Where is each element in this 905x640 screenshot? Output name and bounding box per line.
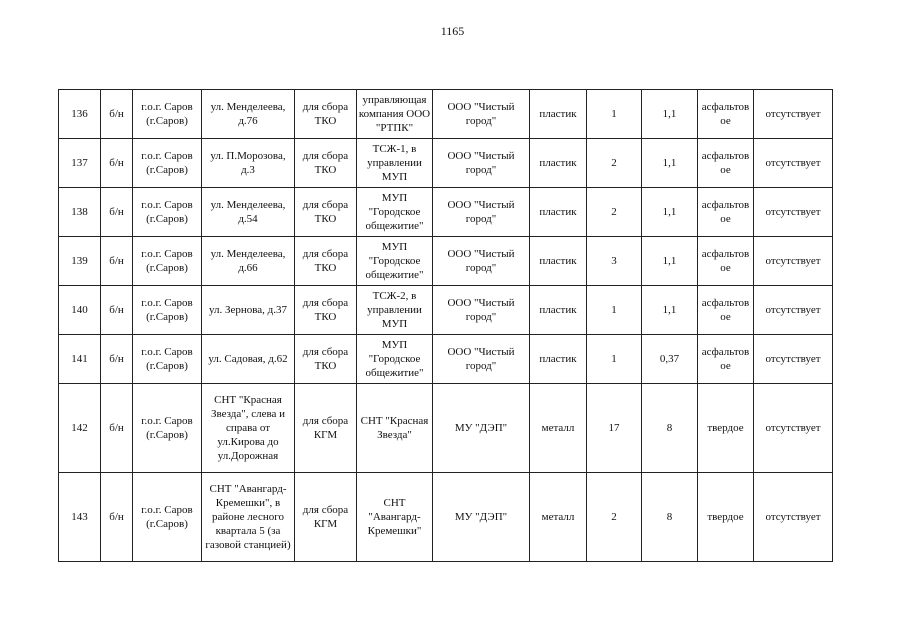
table-row	[59, 286, 833, 335]
cell-count: 2	[587, 139, 642, 188]
cell-material: пластик	[530, 237, 587, 286]
cell-operator: ООО "Чистый город"	[433, 90, 530, 139]
cell-surface: твердое	[698, 384, 754, 473]
cell-address: ул. Зернова, д.37	[202, 286, 295, 335]
cell-num: 141	[59, 335, 101, 384]
cell-locality: г.о.г. Саров (г.Саров)	[133, 188, 202, 237]
cell-operator: ООО "Чистый город"	[433, 188, 530, 237]
cell-operator: ООО "Чистый город"	[433, 335, 530, 384]
cell-address: СНТ "Красная Звезда", слева и справа от ул.Кирова до ул.Дорожная	[202, 384, 295, 473]
cell-count: 1	[587, 90, 642, 139]
cell-owner: управляющая компания ООО "РТПК"	[357, 90, 433, 139]
cell-address: ул. П.Морозова, д.3	[202, 139, 295, 188]
cell-purpose: для сбора ТКО	[295, 335, 357, 384]
cell-volume: 1,1	[642, 237, 698, 286]
cell-purpose: для сбора ТКО	[295, 90, 357, 139]
table-row	[59, 139, 833, 188]
cell-volume: 8	[642, 384, 698, 473]
cell-reg: б/н	[101, 188, 133, 237]
cell-owner: ТСЖ-1, в управлении МУП	[357, 139, 433, 188]
registry-table	[58, 89, 833, 562]
cell-owner: МУП "Городское общежитие"	[357, 188, 433, 237]
cell-material: металл	[530, 384, 587, 473]
cell-volume: 8	[642, 473, 698, 562]
cell-num: 139	[59, 237, 101, 286]
cell-material: пластик	[530, 286, 587, 335]
cell-count: 1	[587, 335, 642, 384]
cell-num: 137	[59, 139, 101, 188]
cell-owner: ТСЖ-2, в управлении МУП	[357, 286, 433, 335]
table-row	[59, 90, 833, 139]
cell-purpose: для сбора ТКО	[295, 237, 357, 286]
cell-surface: асфальтов ое	[698, 90, 754, 139]
table-row	[59, 335, 833, 384]
cell-volume: 1,1	[642, 139, 698, 188]
cell-reg: б/н	[101, 384, 133, 473]
cell-material: пластик	[530, 335, 587, 384]
cell-fence: отсутствует	[754, 473, 833, 562]
page-number: 1165	[440, 24, 465, 38]
cell-reg: б/н	[101, 473, 133, 562]
table-row	[59, 188, 833, 237]
cell-address: ул. Садовая, д.62	[202, 335, 295, 384]
table-row	[59, 237, 833, 286]
cell-reg: б/н	[101, 237, 133, 286]
cell-count: 3	[587, 237, 642, 286]
cell-locality: г.о.г. Саров (г.Саров)	[133, 139, 202, 188]
cell-purpose: для сбора КГМ	[295, 473, 357, 562]
table-row	[59, 473, 833, 562]
cell-reg: б/н	[101, 286, 133, 335]
cell-surface: твердое	[698, 473, 754, 562]
cell-owner: МУП "Городское общежитие"	[357, 237, 433, 286]
cell-volume: 1,1	[642, 286, 698, 335]
cell-num: 142	[59, 384, 101, 473]
cell-fence: отсутствует	[754, 188, 833, 237]
cell-count: 1	[587, 286, 642, 335]
cell-fence: отсутствует	[754, 139, 833, 188]
cell-locality: г.о.г. Саров (г.Саров)	[133, 237, 202, 286]
cell-operator: МУ "ДЭП"	[433, 384, 530, 473]
cell-locality: г.о.г. Саров (г.Саров)	[133, 384, 202, 473]
cell-surface: асфальтов ое	[698, 139, 754, 188]
cell-reg: б/н	[101, 139, 133, 188]
cell-volume: 1,1	[642, 90, 698, 139]
cell-volume: 0,37	[642, 335, 698, 384]
cell-purpose: для сбора ТКО	[295, 188, 357, 237]
cell-volume: 1,1	[642, 188, 698, 237]
cell-fence: отсутствует	[754, 286, 833, 335]
cell-operator: ООО "Чистый город"	[433, 139, 530, 188]
cell-num: 140	[59, 286, 101, 335]
cell-address: ул. Менделеева, д.54	[202, 188, 295, 237]
cell-locality: г.о.г. Саров (г.Саров)	[133, 90, 202, 139]
cell-purpose: для сбора КГМ	[295, 384, 357, 473]
cell-fence: отсутствует	[754, 335, 833, 384]
cell-operator: ООО "Чистый город"	[433, 286, 530, 335]
cell-owner: СНТ "Красная Звезда"	[357, 384, 433, 473]
cell-fence: отсутствует	[754, 237, 833, 286]
cell-count: 2	[587, 188, 642, 237]
cell-locality: г.о.г. Саров (г.Саров)	[133, 286, 202, 335]
cell-surface: асфальтов ое	[698, 335, 754, 384]
cell-operator: ООО "Чистый город"	[433, 237, 530, 286]
cell-material: пластик	[530, 90, 587, 139]
cell-fence: отсутствует	[754, 384, 833, 473]
cell-surface: асфальтов ое	[698, 188, 754, 237]
cell-purpose: для сбора ТКО	[295, 286, 357, 335]
cell-surface: асфальтов ое	[698, 237, 754, 286]
cell-num: 136	[59, 90, 101, 139]
cell-count: 17	[587, 384, 642, 473]
cell-locality: г.о.г. Саров (г.Саров)	[133, 473, 202, 562]
cell-num: 138	[59, 188, 101, 237]
cell-address: ул. Менделеева, д.66	[202, 237, 295, 286]
cell-material: металл	[530, 473, 587, 562]
cell-purpose: для сбора ТКО	[295, 139, 357, 188]
cell-owner: СНТ "Авангард-Кремешки"	[357, 473, 433, 562]
cell-reg: б/н	[101, 335, 133, 384]
cell-surface: асфальтов ое	[698, 286, 754, 335]
cell-material: пластик	[530, 139, 587, 188]
cell-owner: МУП "Городское общежитие"	[357, 335, 433, 384]
cell-material: пластик	[530, 188, 587, 237]
cell-address: ул. Менделеева, д.76	[202, 90, 295, 139]
cell-count: 2	[587, 473, 642, 562]
cell-locality: г.о.г. Саров (г.Саров)	[133, 335, 202, 384]
cell-num: 143	[59, 473, 101, 562]
cell-reg: б/н	[101, 90, 133, 139]
cell-operator: МУ "ДЭП"	[433, 473, 530, 562]
table-body	[59, 90, 833, 562]
table-row	[59, 384, 833, 473]
cell-fence: отсутствует	[754, 90, 833, 139]
cell-address: СНТ "Авангард-Кремешки", в районе лесного квартала 5 (за газовой станцией)	[202, 473, 295, 562]
